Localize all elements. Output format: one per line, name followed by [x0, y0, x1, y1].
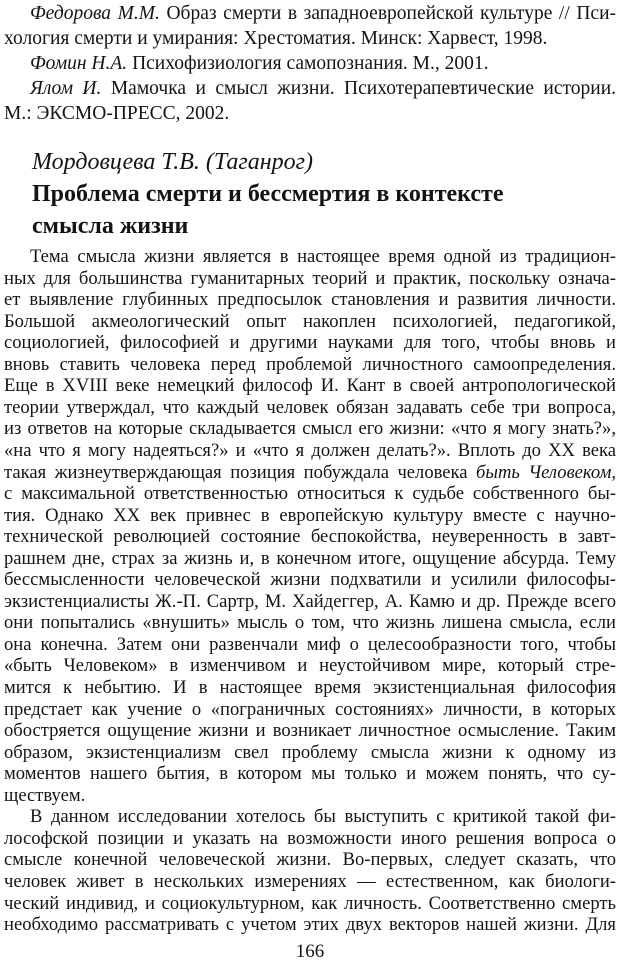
body-line: бессмысленности человеческой жизни подхватили и усилили философы-	[4, 569, 616, 591]
body-line: Большой акмеологический опыт накоплен психологией, педагогикой,	[4, 310, 616, 332]
body-line: рашнем дне, страх за жизнь и, в конечном итоге, ощущение абсурда. Тему	[4, 547, 616, 569]
body-line: Тема смысла жизни является в настоящее время одной из традицион-	[30, 246, 616, 267]
body-line: технической революцией состояние беспокойства, неуверенность в завт-	[4, 526, 616, 548]
body-line: ществуем.	[4, 784, 86, 806]
reference-author: Федорова М.М.	[30, 3, 160, 24]
body-line: образом, экзистенциализм свел проблему смысла жизни к одному из	[4, 741, 616, 763]
page-number: 166	[295, 941, 325, 962]
body-line: смысле конечной человеческой жизни. Во-первых, следует сказать, что	[4, 849, 616, 871]
article-title-line-1: Проблема смерти и бессмертия в контексте	[32, 181, 504, 207]
body-line: социологией, философией и другими науками для того, чтобы вновь и	[4, 332, 616, 354]
reference-3-line-2: М.: ЭКСМО-ПРЕСС, 2002.	[4, 103, 230, 124]
body-line: ческий индивид, и социокультурном, как личность. Соответственно смерть	[4, 892, 616, 914]
reference-3-line-1	[0, 76, 620, 101]
reference-author: Ялом И.	[30, 78, 102, 99]
body-line: вновь ставить человека перед проблемой личностного самоопределения.	[4, 353, 616, 375]
body-line: лософской позиции и указать на возможности иного решения вопроса о	[4, 827, 616, 849]
article-title-line-2: смысла жизни	[32, 213, 189, 239]
body-line: экзистенциалисты Ж.-П. Сартр, М. Хайдеггер, А. Камю и др. Прежде всего	[4, 590, 616, 612]
body-line	[0, 462, 620, 484]
body-text: такая жизнеутверждающая позиция побуждала человека	[4, 461, 477, 483]
body-line: с максимальной ответственностью относиться к судьбе собственного бы-	[4, 483, 616, 504]
body-emphasis: быть Человеком,	[476, 461, 616, 483]
body-line: Еще в XVIII веке немецкий философ И. Кант в своей антропологической	[4, 375, 616, 397]
body-line: ных для большинства гуманитарных теорий и практик, поскольку означа-	[4, 267, 616, 289]
article-author: Мордовцева Т.В. (Таганрог)	[32, 149, 313, 175]
reference-text: Психофизиология самопознания. М., 2001.	[132, 53, 489, 74]
reference-1-line-1	[0, 1, 620, 26]
body-line: теории утверждал, что каждый человек обязан задавать себе три вопроса,	[4, 396, 616, 418]
body-line: обостряется ощущение жизни и возникает личностное осмысление. Таким	[4, 720, 616, 742]
reference-2	[0, 51, 620, 76]
body-line: человек живет в нескольких измерениях — естественном, как биологи-	[4, 870, 616, 892]
body-line: из ответов на которые складывается смысл его жизни: «что я могу знать?»,	[4, 418, 616, 440]
body-line: В данном исследовании хотелось бы выступить с критикой такой фи-	[30, 806, 616, 828]
reference-text: Образ смерти в западноевропейской культуре // Пси-	[166, 3, 617, 24]
body-line: мится к небытию. И в настоящее время экзистенциальная философия	[4, 677, 616, 698]
reference-text: Мамочка и смысл жизни. Психотерапевтические истории.	[110, 78, 617, 99]
body-line: тия. Однако XX век привнес в европейскую культуру вместе с научно-	[4, 504, 616, 526]
body-line: «быть Человеком» в изменчивом и неустойчивом мире, который стре-	[4, 655, 616, 677]
body-line: «на что я могу надеяться?» и «что я должен делать?». Вплоть до XX века	[4, 439, 616, 461]
reference-1-line-2: хология смерти и умирания: Хрестоматия. Минск: Харвест, 1998.	[4, 28, 548, 49]
body-line: они попытались «внушить» мысль о том, что жизнь лишена смысла, если	[4, 612, 616, 634]
body-line: предстает как учение о «пограничных состояниях» личности, в которых	[4, 698, 616, 720]
reference-author: Фомин Н.А.	[30, 53, 128, 74]
body-line: она конечна. Затем они развенчали миф о целесообразности того, чтобы	[4, 633, 616, 655]
body-line: моментов нашего бытия, в котором мы только и можем понять, что су-	[4, 763, 616, 785]
body-line: ет выявление глубинных предпосылок становления и развития личности.	[4, 289, 616, 311]
body-line: необходимо рассматривать с учетом этих двух векторов нашей жизни. Для	[4, 914, 616, 935]
